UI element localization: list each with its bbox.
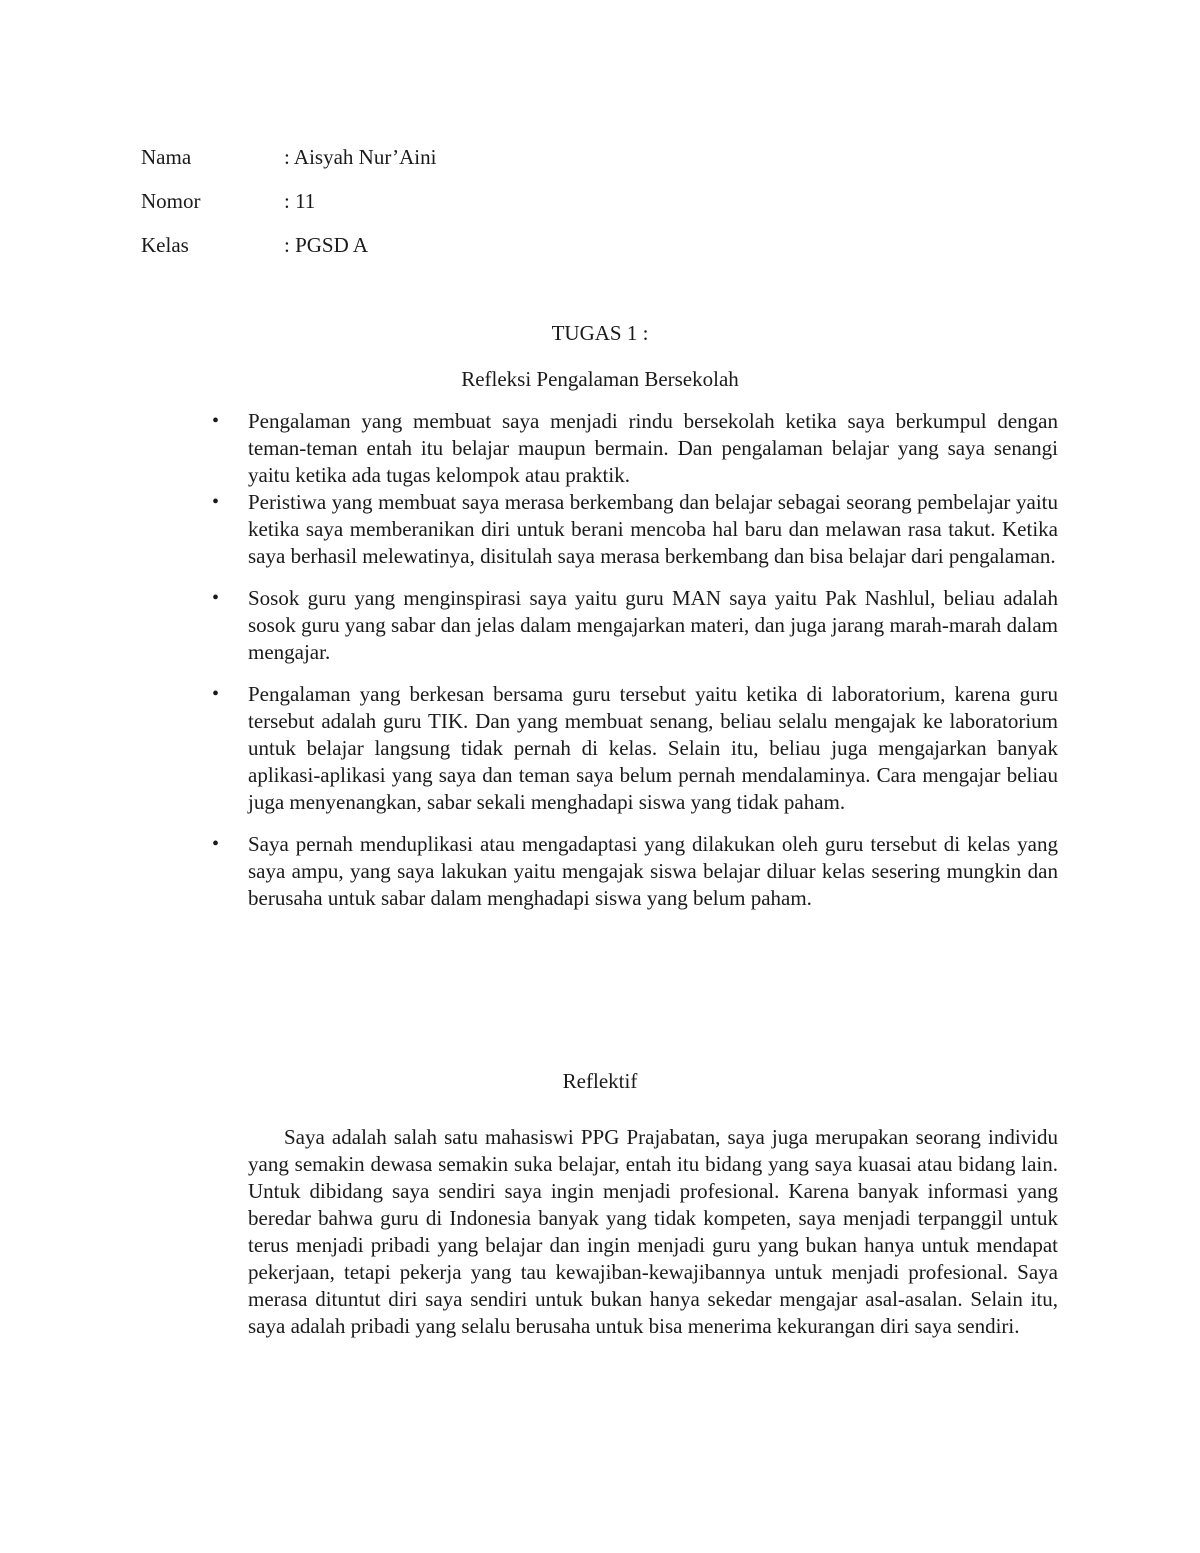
bullet-icon: • — [212, 491, 220, 513]
reflection-bullet-list — [212, 408, 1058, 912]
info-label-nama: Nama — [141, 145, 192, 169]
list-item — [212, 408, 1058, 489]
assignment-subtitle: Refleksi Pengalaman Bersekolah — [461, 367, 739, 391]
list-item — [212, 831, 1058, 912]
bullet-icon: • — [212, 683, 220, 705]
list-item-text: Pengalaman yang berkesan bersama guru tersebut yaitu ketika di laboratorium, karena guru tersebut adalah guru TIK. Dan yang membuat senang, beliau selalu mengajak ke laboratorium untuk belajar langsung tidak pernah di kelas. Selain itu, beliau juga mengajarkan banyak aplikasi-aplikasi yang saya dan teman saya belum pernah mendalaminya. Cara mengajar beliau juga menyenangkan, sabar sekali menghadapi siswa yang tidak paham. — [248, 682, 1058, 814]
bullet-icon: • — [212, 833, 220, 855]
list-item — [212, 585, 1058, 666]
list-item — [212, 489, 1058, 570]
info-value-nomor: : 11 — [284, 189, 316, 213]
info-value-kelas: : PGSD A — [284, 233, 369, 257]
bullet-icon: • — [212, 410, 220, 432]
list-item-text: Saya pernah menduplikasi atau mengadaptasi yang dilakukan oleh guru tersebut di kelas yang saya ampu, yang saya lakukan yaitu mengajak siswa belajar diluar kelas sesering mungkin dan berusaha untuk sabar dalam menghadapi siswa yang belum paham. — [248, 832, 1058, 910]
bullet-icon: • — [212, 587, 220, 609]
assignment-title: TUGAS 1 : — [551, 321, 649, 345]
reflection-heading: Reflektif — [562, 1069, 638, 1093]
list-item-text: Sosok guru yang menginspirasi saya yaitu guru MAN saya yaitu Pak Nashlul, beliau adalah sosok guru yang sabar dan jelas dalam mengajarkan materi, dan juga jarang marah-marah dalam mengajar. — [248, 586, 1058, 664]
info-label-kelas: Kelas — [141, 233, 189, 257]
list-item — [212, 681, 1058, 816]
info-label-nomor: Nomor — [141, 189, 201, 213]
info-value-nama: : Aisyah Nur’Aini — [284, 145, 437, 169]
list-item-text: Peristiwa yang membuat saya merasa berkembang dan belajar sebagai seorang pembelajar yaitu ketika saya memberanikan diri untuk berani mencoba hal baru dan melawan rasa takut. Ketika saya berhasil melewatinya, disitulah saya merasa berkembang dan bisa belajar dari pengalaman. — [248, 490, 1058, 568]
list-item-text: Pengalaman yang membuat saya menjadi rindu bersekolah ketika saya berkumpul dengan teman-teman entah itu belajar maupun bermain. Dan pengalaman belajar yang saya senangi yaitu ketika ada tugas kelompok atau praktik. — [248, 409, 1058, 487]
reflection-paragraph: Saya adalah salah satu mahasiswi PPG Prajabatan, saya juga merupakan seorang individu yang semakin dewasa semakin suka belajar, entah itu bidang yang saya kuasai atau bidang lain. Untuk dibidang saya sendiri saya ingin menjadi profesional. Karena banyak informasi yang beredar bahwa guru di Indonesia banyak yang tidak kompeten, saya menjadi terpanggil untuk terus menjadi pribadi yang belajar dan ingin menjadi guru yang bukan hanya untuk mendapat pekerjaan, tetapi pekerja yang tau kewajiban-kewajibannya untuk menjadi profesional. Saya merasa dituntut diri saya sendiri untuk bukan hanya sekedar mengajar asal-asalan. Selain itu, saya adalah pribadi yang selalu berusaha untuk bisa menerima kekurangan diri saya sendiri. — [248, 1125, 1058, 1338]
